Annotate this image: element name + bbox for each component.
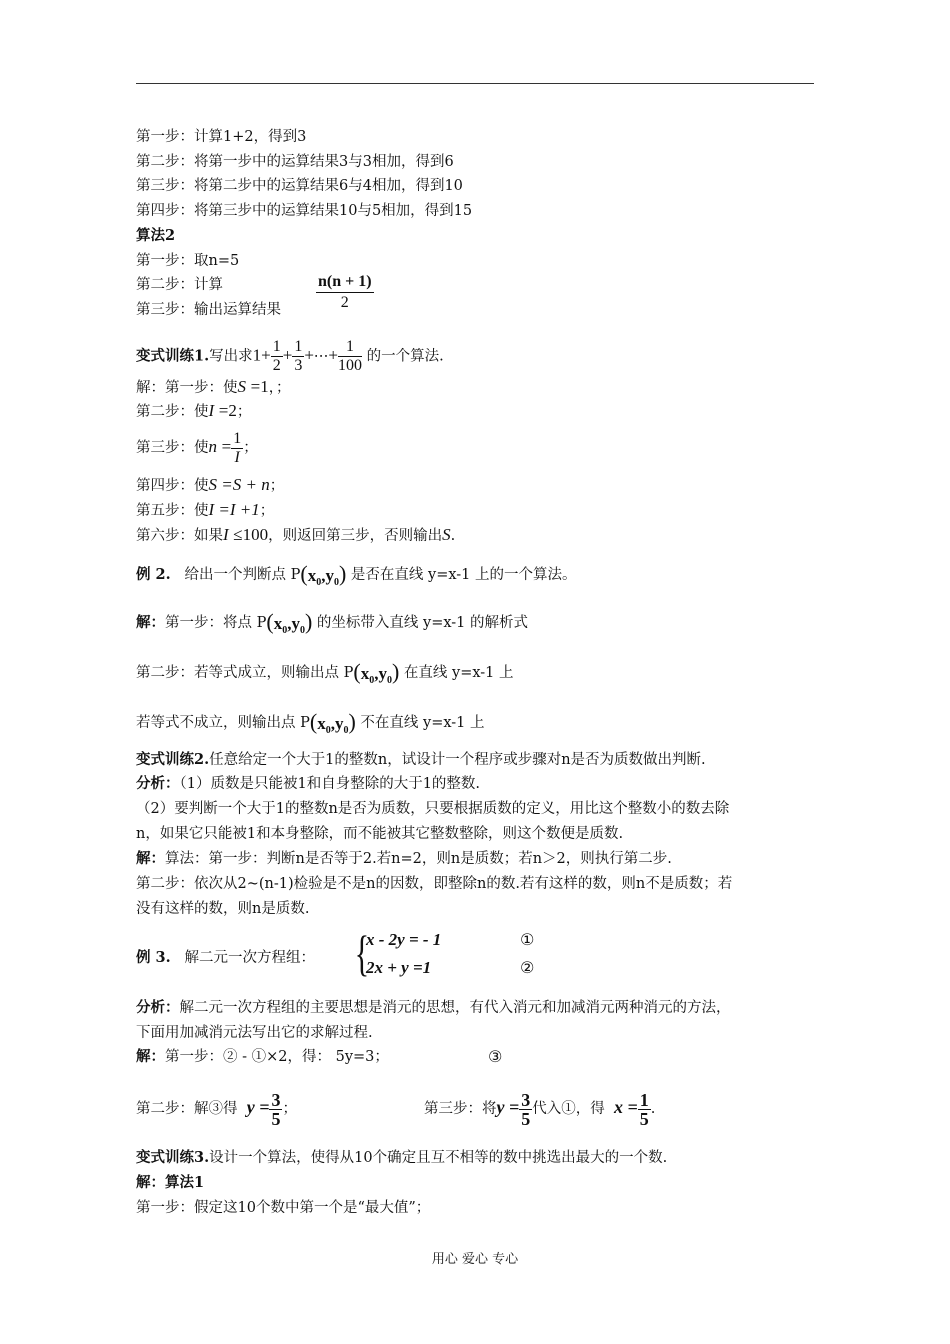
- text: .: [450, 528, 456, 544]
- brace-icon: {: [354, 925, 370, 981]
- circled-two: ②: [520, 958, 535, 977]
- analysis-line: （2）要判断一个大于1的整数n是否为质数，只要根据质数的定义，用比这个整数小的数去除: [136, 801, 730, 817]
- text: 的坐标带入直线 y=x-1 的解析式: [316, 615, 528, 631]
- solution-step: [424, 1085, 655, 1131]
- text: 写出求: [209, 348, 253, 365]
- formula-fraction: [316, 272, 374, 313]
- example-2-solution: [136, 610, 528, 643]
- text: （1）质数是只能被1和自身整除的大于1的整数.: [179, 776, 481, 792]
- math-expr: =2: [218, 401, 237, 420]
- math-sub: 0: [282, 625, 288, 636]
- text: 第五步：使: [136, 503, 209, 519]
- text: ；: [259, 503, 275, 519]
- math-var: n: [208, 437, 217, 456]
- text: 第二步：若等式成立，则输出点 P: [136, 665, 354, 681]
- text: 第二步：解③得: [136, 1101, 238, 1117]
- variant-label: 变式训练1.: [136, 347, 210, 365]
- math-expr: y =: [496, 1097, 520, 1117]
- text: 代入①，得: [532, 1101, 605, 1117]
- solution-step: [136, 525, 455, 546]
- math-sub: 0: [343, 725, 349, 736]
- math-plus: +: [304, 345, 314, 365]
- fraction: [638, 1091, 651, 1128]
- solution-line: 没有这样的数，则n是质数.: [136, 901, 310, 917]
- fraction-denominator: 3: [294, 357, 303, 374]
- text: 任意给定一个大于1的整数n，试设计一个程序或步骤对n是否为质数做出判断.: [209, 752, 706, 768]
- solution-step: [136, 377, 290, 398]
- text-line: 第三步：将第二步中的运算结果6与4相加，得到10: [136, 178, 463, 194]
- solution-line: 第二步：依次从2~(n-1)检验是不是n的因数，即整除n的数.若有这样的数，则n不是质数；若: [136, 876, 733, 892]
- math-plus: +: [261, 345, 271, 365]
- solution-step: [136, 1085, 297, 1131]
- math-point: $(x_0,y_0)$: [300, 561, 347, 588]
- text: .: [650, 1101, 656, 1117]
- text: 算法：第一步：判断n是否等于2.若n=2，则n是质数；若n＞2，则执行第二步.: [165, 851, 672, 867]
- text: ，则返回第三步，否则输出: [268, 528, 443, 544]
- math-one: 1: [252, 345, 262, 365]
- text: 是否在直线 y=x-1 上的一个算法。: [350, 567, 577, 583]
- text-line: 第二步：将第一步中的运算结果3与3相加，得到6: [136, 154, 454, 170]
- math-var: y: [378, 664, 387, 683]
- text: 在直线 y=x-1 上: [403, 665, 514, 681]
- text: 第三步：使: [136, 440, 209, 456]
- variant-label: 变式训练2.: [136, 751, 210, 768]
- equation-1: x - 2y = - 1: [366, 930, 442, 949]
- solution-step: [136, 475, 284, 496]
- text: 不在直线 y=x-1 上: [360, 715, 485, 731]
- fraction-denominator: 2: [340, 294, 349, 311]
- fraction-denominator: 2: [272, 357, 281, 374]
- fraction: [338, 338, 362, 375]
- math-sub: 0: [386, 675, 392, 686]
- fraction-numerator: 1: [294, 338, 303, 355]
- fraction: [292, 338, 304, 375]
- fraction-denominator: 5: [639, 1108, 649, 1129]
- math-plus: +: [282, 345, 293, 365]
- text-line: 第一步：取n=5: [136, 253, 240, 269]
- solution-line: [136, 1047, 389, 1067]
- text: 解二元一次方程组：: [184, 950, 316, 966]
- math-var: S: [237, 377, 246, 396]
- fraction-denominator: 100: [338, 357, 363, 374]
- math-expr: =1: [250, 377, 269, 396]
- math-point: $(x_0,y_0)$: [266, 609, 313, 636]
- math-expr: y =: [246, 1097, 270, 1117]
- fraction-numerator: 1: [272, 338, 281, 355]
- math-point: $(x_0,y_0)$: [353, 659, 400, 686]
- fraction-denominator: 5: [271, 1108, 281, 1129]
- analysis-label: 分析：: [136, 999, 180, 1016]
- example-2-step: [136, 710, 485, 743]
- circled-three: ③: [488, 1047, 503, 1066]
- solution-heading: 解：算法1: [136, 1174, 205, 1191]
- fraction-denominator: I: [234, 448, 240, 466]
- variant-label: 变式训练3.: [136, 1149, 210, 1166]
- math-point: $(x_0,y_0)$: [309, 709, 356, 736]
- solution-line: [136, 849, 672, 869]
- math-var: x: [317, 714, 326, 733]
- text: ；: [236, 404, 252, 420]
- math-var: x: [273, 614, 283, 633]
- solution-step: [136, 500, 274, 521]
- text-line: 第三步：输出运算结果: [136, 302, 281, 318]
- math-dots: ⋯: [313, 348, 329, 365]
- variant-training-1: [136, 338, 444, 375]
- circled-one: ①: [520, 930, 535, 949]
- math-comma: ,: [330, 714, 335, 733]
- text: 第六步：如果: [136, 528, 223, 544]
- math-comma: ,: [287, 614, 292, 633]
- solution-label: 解：: [136, 614, 165, 631]
- math-sub: 0: [299, 625, 305, 636]
- text: 第二步：使: [136, 404, 209, 420]
- fraction-numerator: 1: [338, 338, 362, 357]
- math-sub: 0: [316, 577, 322, 588]
- page-footer: 用心 爱心 专心: [431, 1252, 519, 1267]
- math-expr: ≤100: [233, 525, 269, 544]
- equation-2: 2x + y =1: [366, 958, 432, 977]
- text: 若等式不成立，则输出点 P: [136, 715, 310, 731]
- text: 给出一个判断点 P: [184, 567, 301, 583]
- fraction-numerator: 1: [639, 1089, 649, 1110]
- analysis-label: 分析：: [136, 775, 180, 792]
- math-var: I: [208, 401, 215, 420]
- math-var: S: [442, 525, 451, 544]
- example-label: 例 3.: [136, 949, 171, 966]
- fraction-denominator: 5: [521, 1108, 531, 1129]
- math-expr: S =S + n: [208, 475, 270, 494]
- text: 第四步：使: [136, 478, 209, 494]
- step-label: 第二步：计算: [136, 277, 223, 293]
- math-expr: x =: [613, 1097, 638, 1117]
- solution-label: 解：: [136, 850, 165, 867]
- analysis-line: [136, 998, 731, 1018]
- text: 解：第一步：使: [136, 380, 238, 396]
- algorithm-heading: 算法2: [136, 227, 176, 244]
- example-2-step: [136, 660, 514, 693]
- example-3: [136, 948, 315, 968]
- math-comma: ,: [374, 664, 379, 683]
- text: 的一个算法.: [366, 348, 444, 365]
- analysis-line: 下面用加减消元法写出它的求解过程.: [136, 1025, 373, 1041]
- fraction-numerator: 1: [233, 429, 242, 447]
- example-label: 例 2.: [136, 566, 171, 583]
- text: ，；: [268, 380, 291, 396]
- text: 第一步：将点 P: [165, 615, 267, 631]
- analysis-line: n，如果它只能被1和本身整除，而不能被其它整数整除，则这个数便是质数.: [136, 826, 624, 842]
- math-var: y: [291, 614, 300, 633]
- fraction-numerator: n(n + 1): [316, 272, 374, 293]
- text: 解二元一次方程组的主要思想是消元的思想，有代入消元和加减消元两种消元的方法，: [179, 1000, 731, 1016]
- math-sub: 0: [369, 675, 375, 686]
- math-var: I: [223, 525, 229, 544]
- text: 第一步：② - ①×2，得： 5y=3；: [165, 1049, 389, 1065]
- fraction-numerator: 3: [271, 1089, 281, 1110]
- variant-training-3: [136, 1148, 667, 1168]
- fraction: [519, 1091, 532, 1128]
- fraction-numerator: 3: [521, 1089, 531, 1110]
- solution-step: [136, 401, 251, 422]
- math-var: x: [360, 664, 370, 683]
- example-2: [136, 562, 577, 595]
- text: ；: [282, 1101, 297, 1117]
- text: 设计一个算法，使得从10个确定且互不相等的数中挑选出最大的一个数.: [209, 1150, 668, 1166]
- fraction: [271, 338, 283, 375]
- math-sub: 0: [325, 725, 331, 736]
- math-var: x: [307, 566, 317, 585]
- analysis-line: [136, 774, 480, 794]
- text: 第三步：将: [424, 1101, 497, 1117]
- math-var: y: [325, 566, 334, 585]
- solution-line: 第一步：假定这10个数中第一个是“最大值”；: [136, 1200, 431, 1216]
- variant-training-2: [136, 750, 706, 770]
- text-line: [136, 275, 223, 295]
- math-expr: =: [221, 437, 232, 456]
- text-line: 第四步：将第三步中的运算结果10与5相加，得到15: [136, 203, 473, 219]
- math-comma: ,: [321, 566, 326, 585]
- fraction: [231, 430, 243, 467]
- solution-label: 解：: [136, 1048, 165, 1065]
- math-expr: I =I +1: [208, 500, 260, 519]
- math-var: y: [334, 714, 344, 733]
- solution-step: [136, 428, 258, 467]
- fraction: [269, 1091, 282, 1128]
- text-line: 第一步：计算1+2，得到3: [136, 129, 307, 145]
- math-sub: 0: [333, 577, 339, 588]
- math-plus: +: [328, 345, 339, 365]
- text: ；: [269, 478, 285, 494]
- text: ；: [243, 440, 258, 456]
- header-rule: [136, 83, 814, 84]
